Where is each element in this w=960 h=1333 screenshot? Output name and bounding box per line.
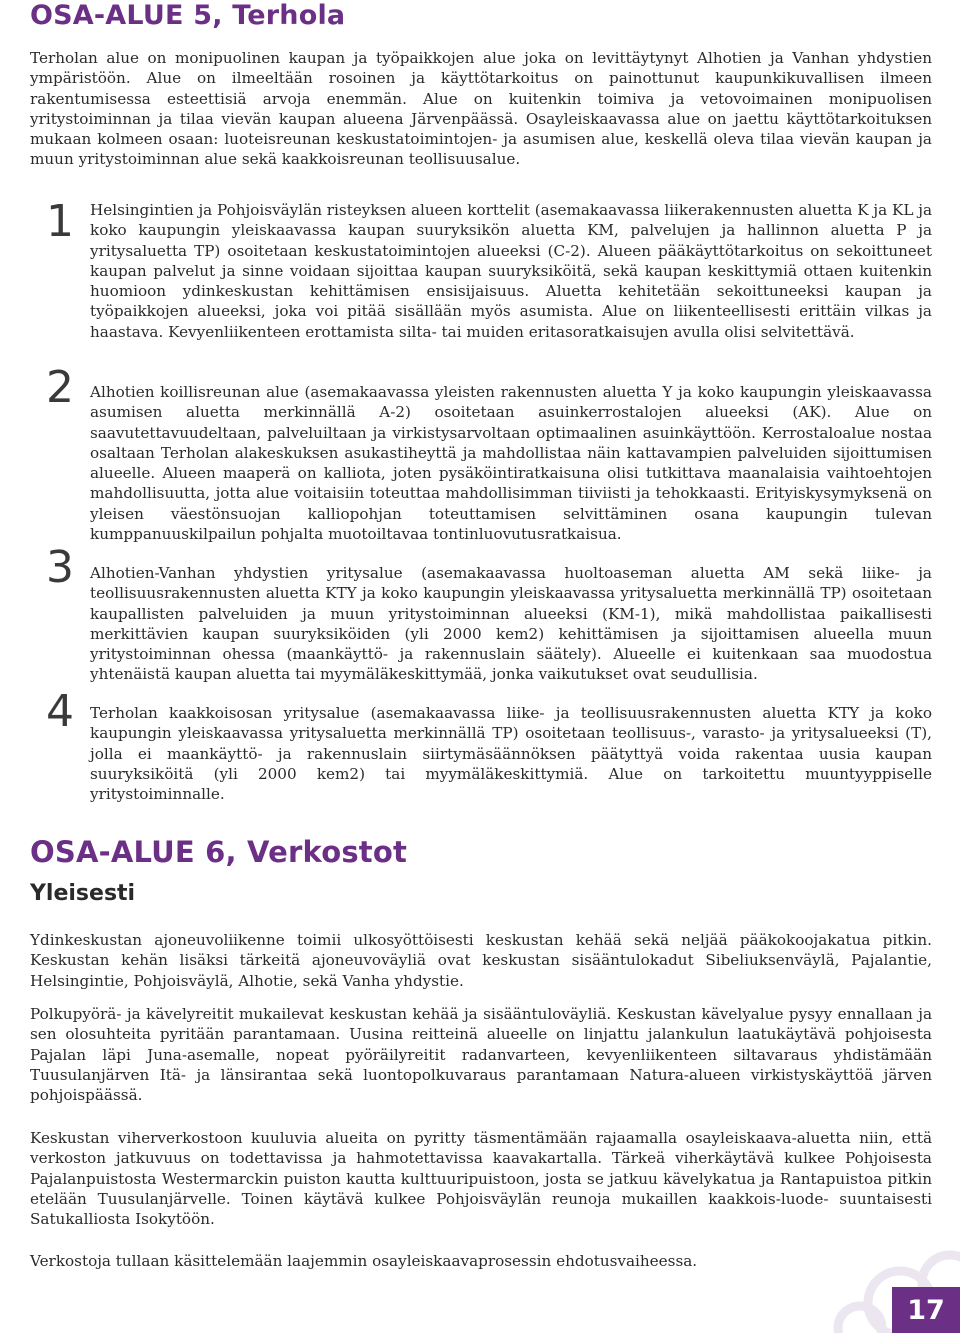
section-6-heading: OSA-ALUE 6, Verkostot xyxy=(30,835,408,869)
section-5-heading: OSA-ALUE 5, Terhola xyxy=(30,0,346,31)
item-1-number: 1 xyxy=(46,196,74,247)
item-4-text: Terholan kaakkoisosan yritysalue (asemakaavassa liike- ja teollisuusrakennusten aluetta KTY ja koko kaupungin yleiskaavassa yritysaluetta merkinnällä TP) osoitetaan teollisuus-, varasto- ja yritysalueeksi (T), jolla ei maankäyttö- ja rakennuslain siirtymäsäännöksen päätyttyä voida rakentaa uusia kaupan suuryksiköitä (yli 2000 kem2) tai myymäläkeskittymiä. Alue on tarkoitettu muuntyyppiselle yritystoiminnalle. xyxy=(90,704,932,804)
item-4-number: 4 xyxy=(46,686,74,737)
section-6-paragraph-3: Keskustan viherverkostoon kuuluvia alueita on pyritty täsmentämään rajaamalla osayleiskaava-aluetta niin, että verkoston jatkuvuus on todettavissa ja hahmotettavissa kaavakartalla. Tärkeä viherkäytävä kulkee Pohjoisesta Pajalanpuistosta Westermarckin puiston kautta kulttuuripuistoon, josta se jatkuu kävelykatua ja Rantapuistoa pitkin etelään Tuusulanjärvelle. Toinen käytävä kulkee Pohjoisväylän reunoja mukaillen kaakkois-luode- suuntaisesti Satukalliosta Isokytöön. xyxy=(30,1129,932,1229)
item-3-text: Alhotien-Vanhan yhdystien yritysalue (asemakaavassa huoltoaseman aluetta AM sekä liike- ja teollisuusrakennusten aluetta KTY ja koko kaupungin yleiskaavassa yritysaluetta merkinnällä TP) osoitetaan kaupallisten palveluiden ja muun yritystoiminnan alueeksi (KM-1), mikä mahdollistaa paikallisesti merkittävien kaupan suuryksiköiden (yli 2000 kem2) kehittämisen ja sijoittamisen alueella muun yritystoiminnan ohessa (maankäyttö- ja rakennuslain säätely). Alueelle ei kuitenkaan saa muodostua yhtenäistä kaupan aluetta tai myymäläkeskittymää, jonka vaikutukset ovat seudullisia. xyxy=(90,564,932,684)
section-6-subheading: Yleisesti xyxy=(30,881,136,906)
item-2-text: Alhotien koillisreunan alue (asemakaavassa yleisten rakennusten aluetta Y ja koko kaupungin yleiskaavassa asumisen aluetta merkinnällä A-2) osoitetaan asuinkerrostalojen alueeksi (AK). Alue on saavutettavuudeltaan, palveluiltaan ja virkistysarvoltaan optimaalinen asuinkäyttöön. Kerrostaloalue nostaa osaltaan Terholan alakeskuksen asukastiheyttä ja mahdollistaa näin kattavampien palveluiden sijoittumisen alueelle. Alueen maaperä on kalliota, joten pysäköintiratkaisuna olisi tutkittava maanalaisia vaihtoehtojen mahdollisuutta, jotta alue voitaisiin toteuttaa mahdollisimman tiiviisti ja tehokkaasti. Erityiskysymyksenä on yleisen väestönsuojan kalliopohjan toteuttamisen selvittäminen osana kaupungin tulevan kumppanuuskilpailun pohjalta muotoiltavaa tontinluovutusratkaisua. xyxy=(90,383,932,544)
section-5-intro: Terholan alue on monipuolinen kaupan ja työpaikkojen alue joka on levittäytynyt Alhotien ja Vanhan yhdystien ympäristöön. Alue on ilmeeltään rosoinen ja käyttötarkoitus on painottunut kaupunkikuvallisen ilmeen rakentumisessa esteettisiä arvoja enemmän. Alue on kuitenkin toimiva ja vetovoimainen monipuolisen yritystoiminnan ja tilaa vievän kaupan alueena Järvenpäässä. Osayleiskaavassa alue on jaettu käyttötarkoituksen mukaan kolmeen osaan: luoteisreunan keskustatoimintojen- ja asumisen alue, keskellä oleva tilaa vievän kaupan ja muun yritystoiminnan alue sekä kaakkoisreunan teollisuusalue. xyxy=(30,49,932,169)
section-6-paragraph-2: Polkupyörä- ja kävelyreitit mukailevat keskustan kehää ja sisääntuloväyliä. Keskustan kävelyalue pysyy ennallaan ja sen olosuhteita pyritään parantamaan. Uusina reitteinä alueelle on linjattu jalankulun laatukäytävä pohjoisesta Pajalan läpi Juna-asemalle, nopeat pyöräilyreitit radanvarteen, kevyenliikenteen siltavaraus yhdistämään Tuusulanjärven Itä- ja länsirantaa sekä luontopolkuvaraus parantamaan Natura-alueen virkistyskäyttöä järven pohjoispäässä. xyxy=(30,1005,932,1105)
section-6-paragraph-1: Ydinkeskustan ajoneuvoliikenne toimii ulkosyöttöisesti keskustan kehää sekä neljää pääkokoojakatua pitkin. Keskustan kehän lisäksi tärkeitä ajoneuvoväyliä ovat keskustan sisääntulokadut Sibeliuksenväylä, Pajalantie, Helsingintie, Pohjoisväylä, Alhotie, sekä Vanha yhdystie. xyxy=(30,931,932,990)
item-2-number: 2 xyxy=(46,362,74,413)
item-3-number: 3 xyxy=(46,542,74,593)
page-number-badge: 17 xyxy=(892,1287,960,1333)
item-1-text: Helsingintien ja Pohjoisväylän risteyksen alueen korttelit (asemakaavassa liikerakennusten aluetta K ja KL ja koko kaupungin yleiskaavassa kaupan suuryksikön aluetta KM, palvelujen ja hallinnon aluetta P ja yritysaluetta TP) osoitetaan keskustatoimintojen alueeksi (C-2). Alueen pääkäyttötarkoitus on sekoittuneet kaupan palvelut ja sinne voidaan sijoittaa kaupan suuryksiköitä, sekä kaupan keskittymiä ottaen kuitenkin huomioon ydinkeskustan kehittämisen ensisijaisuus. Aluetta kehitetään sekoittuneeksi kaupan ja työpaikkojen alueeksi, joka voi pitää sisällään myös asumista. Alue on liikenteellisesti erittäin vilkas ja haastava. Kevyenliikenteen erottamista silta- tai muiden eritasoratkaisujen avulla olisi selvitettävä. xyxy=(90,201,933,341)
section-6-paragraph-4: Verkostoja tullaan käsittelemään laajemmin osayleiskaavaprosessin ehdotusvaiheessa. xyxy=(30,1252,698,1270)
